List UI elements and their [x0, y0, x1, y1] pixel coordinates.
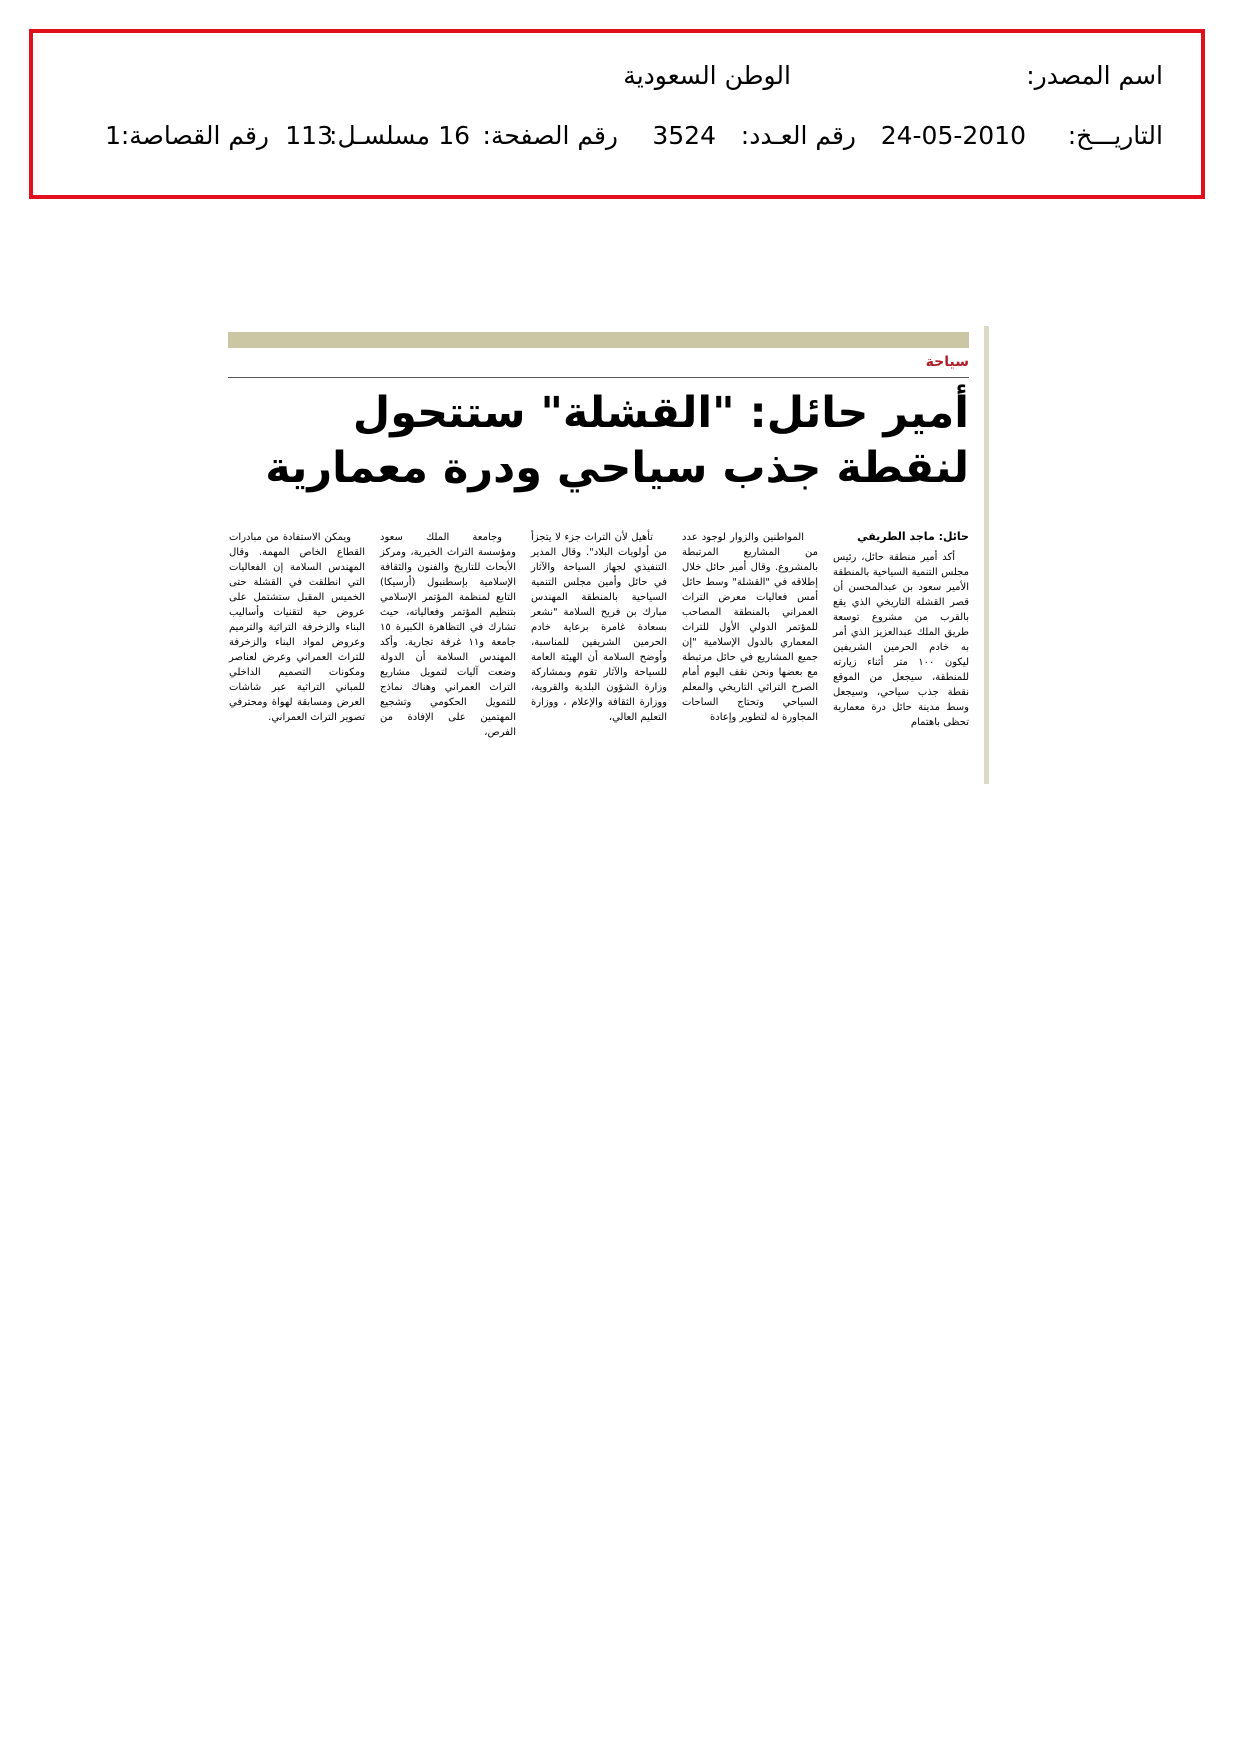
newspaper-clipping [227, 326, 989, 784]
column-text: المواطنين والزوار لوجود عدد من المشاريع المرتبطة بالمشروع. وقال أمير حائل خلال إطلاقه في "القشلة" وسط حائل أمس فعاليات معرض التراث العمراني بالمنطقة المصاحب للمؤتمر الدولي الأول للتراث المعماري بالدول الإسلامية "إن جميع المشاريع في حائل مرتبطة مع بعضها ونحن نقف اليوم أمام الصرح التراثي التاريخي والمعلم السياحي وتحتاج الساحات المجاورة له لتطوير وإعادة [682, 532, 818, 723]
date-label: التاريـــخ: [1067, 121, 1163, 150]
column-text: أكد أمير منطقة حائل، رئيس مجلس التنمية السياحية بالمنطقة الأمير سعود بن عبدالمحسن أن قصر القشلة التاريخي الذي يقع بالقرب من مشروع توسعة طريق الملك عبدالعزيز الذي أمر به خادم الحرمين الشريفين ليكون ١٠٠ متر أثناء زيارته للمنطقة، سيجعل من الموقع نقطة جذب سياحي، وسيجعل وسط مدينة حائل درة معمارية تحظى باهتمام [833, 552, 969, 728]
column-text: وجامعة الملك سعود ومؤسسة التراث الخيرية، ومركز الأبحاث للتاريخ والفنون والثقافة الإسلامية بإسطنبول (أرسيكا) التابع لمنظمة المؤتمر الإسلامي بتنظيم المؤتمر وفعالياته، حيث تشارك في التظاهرة الكبيرة ١٥ جامعة و١١ غرفة تجارية. وأكد المهندس السلامة أن الدولة وضعت آليات لتمويل مشاريع التراث العمراني وهناك نماذج للتمويل الحكومي وتشجيع المهتمين على الإفادة من الفرص، [380, 532, 516, 738]
issue-label: رقم العـدد: [740, 121, 856, 150]
issue-value: 3524 [652, 121, 716, 150]
section-divider [228, 377, 969, 378]
article-headline: أمير حائل: "القشلة" ستتحول لنقطة جذب سياحي ودرة معمارية [265, 388, 969, 493]
column-text: ويمكن الاستفادة من مبادرات القطاع الخاص المهمة. وقال المهندس السلامة إن الفعاليات التي انطلقت في القشلة حتى الخميس المقبل ستشتمل على عروض حية لتقنيات وأساليب البناء والزخرفة التراثية والترميم وعروض لمواد البناء والزخرفة للتراث العمراني وعرض لعناصر ومكونات التصميم الداخلي للمباني التراثية عبر شاشات العرض ومسابقة لهواة ومحترفي تصوير التراث العمراني. [229, 532, 365, 723]
article-column-2 [682, 530, 818, 725]
metadata-box [29, 29, 1205, 199]
article-column-3 [531, 530, 667, 725]
source-label: اسم المصدر: [1026, 61, 1163, 90]
article-column-4 [380, 530, 516, 740]
top-color-bar [228, 332, 969, 348]
serial-value: 113 [285, 121, 333, 150]
clipping-label: رقم القصاصة: [120, 121, 269, 150]
side-rule [984, 326, 989, 784]
article-byline: حائل: ماجد الطريفي [857, 530, 969, 543]
article-column-5 [229, 530, 365, 725]
clipping-value: 1 [105, 121, 121, 150]
article-column-1 [833, 550, 969, 730]
page-value: 16 [438, 121, 470, 150]
page-label: رقم الصفحة: [482, 121, 618, 150]
date-value: 24-05-2010 [880, 121, 1026, 150]
section-label: سياحة [925, 354, 969, 370]
serial-label: مسلسـل: [329, 121, 430, 150]
source-value: الوطن السعودية [623, 61, 791, 90]
column-text: تأهيل لأن التراث جزء لا يتجزأ من أولويات البلاد". وقال المدير التنفيذي لجهاز السياحة والآثار في حائل وأمين مجلس التنمية السياحية بالمنطقة المهندس مبارك بن فريح السلامة "نشعر بسعادة غامرة برعاية خادم الحرمين الشريفين للمناسبة، وأوضح السلامة أن الهيئة العامة للسياحة والآثار تقوم وبمشاركة وزارة الشؤون البلدية والقروية، ووزارة الثقافة والإعلام ، ووزارة التعليم العالي، [531, 532, 667, 723]
